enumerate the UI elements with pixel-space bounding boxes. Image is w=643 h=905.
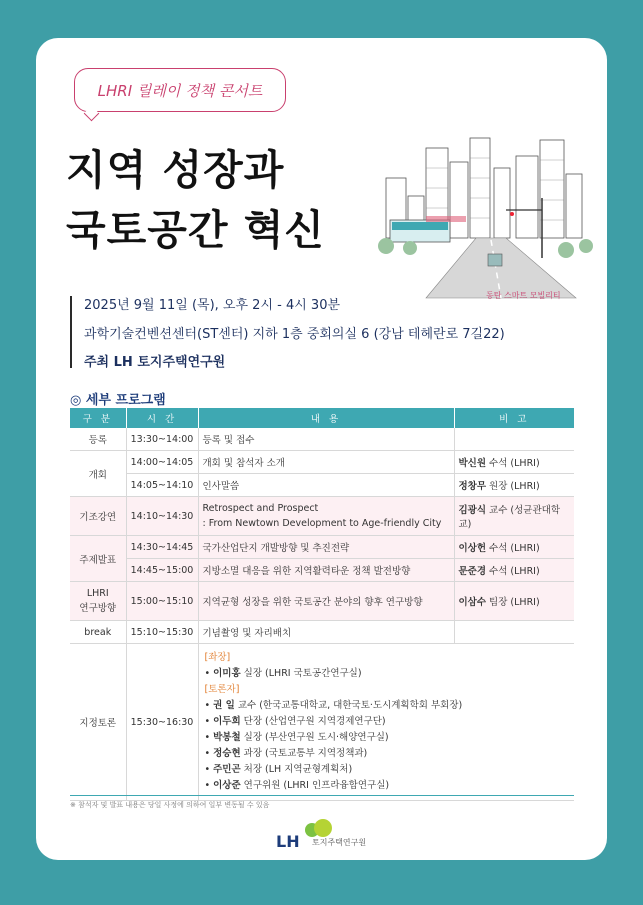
chair-entry: • 이미홍 실장 (LHRI 국토공간연구실) xyxy=(204,668,362,679)
row-note: 이삼수 팀장 (LHRI) xyxy=(454,582,574,621)
row-category: LHRI 연구방향 xyxy=(70,582,126,621)
row-category: 기조강연 xyxy=(70,497,126,536)
event-series-badge: LHRI 릴레이 정책 콘서트 xyxy=(74,68,286,112)
table-row xyxy=(70,428,574,451)
info-accent-bar xyxy=(70,296,72,368)
row-content: 국가산업단지 개발방향 및 추진전략 xyxy=(198,536,454,559)
program-section-title: ◎ 세부 프로그램 xyxy=(70,393,166,408)
row-content: 지방소멸 대응을 위한 지역활력타운 정책 발전방향 xyxy=(198,559,454,582)
row-category: 주제발표 xyxy=(70,536,126,582)
title-line-1: 지역 성장과 xyxy=(66,146,285,194)
panelist-entry: • 정승현 과장 (국토교통부 지역정책과) xyxy=(204,748,368,759)
header-category: 구 분 xyxy=(70,408,126,428)
event-venue: 과학기술컨벤션센터(ST센터) 지하 1층 중회의실 6 (강남 테헤란로 7길22) xyxy=(84,327,505,342)
discussion-panel xyxy=(198,644,574,801)
row-time: 15:10~15:30 xyxy=(126,621,198,644)
row-time: 14:00~14:05 xyxy=(126,451,198,474)
row-note: 김광식 교수 (성균관대학교) xyxy=(454,497,574,536)
row-time: 15:30~16:30 xyxy=(126,644,198,801)
row-content: 개회 및 참석자 소개 xyxy=(198,451,454,474)
logo-lh-text: LH xyxy=(276,832,300,851)
header-time: 시 간 xyxy=(126,408,198,428)
table-row xyxy=(70,474,574,497)
row-time: 14:10~14:30 xyxy=(126,497,198,536)
row-category: break xyxy=(70,621,126,644)
chair-label: [좌장] xyxy=(204,652,231,663)
row-note: 이상헌 수석 (LHRI) xyxy=(454,536,574,559)
table-row xyxy=(70,621,574,644)
header-note: 비 고 xyxy=(454,408,574,428)
row-content: 등록 및 접수 xyxy=(198,428,454,451)
event-date: 2025년 9월 11일 (목), 오후 2시 - 4시 30분 xyxy=(84,298,341,313)
illustration-caption: 동탄 스마트 모빌리티 xyxy=(486,291,561,300)
row-note: 문준경 수석 (LHRI) xyxy=(454,559,574,582)
row-time: 14:30~14:45 xyxy=(126,536,198,559)
table-row xyxy=(70,536,574,559)
panelist-entry: • 주민곤 처장 (LH 지역균형계획처) xyxy=(204,764,353,775)
row-category: 지정토론 xyxy=(70,644,126,801)
row-content: 지역균형 성장을 위한 국토공간 분야의 향후 연구방향 xyxy=(198,582,454,621)
row-content: 인사말씀 xyxy=(198,474,454,497)
panelist-entry: • 박봉철 실장 (부산연구원 도시·해양연구실) xyxy=(204,732,389,743)
table-row xyxy=(70,644,574,801)
row-time: 14:05~14:10 xyxy=(126,474,198,497)
row-time: 14:45~15:00 xyxy=(126,559,198,582)
row-category: 등록 xyxy=(70,428,126,451)
logo-org-name: 토지주택연구원 xyxy=(312,838,367,847)
row-content: 기념촬영 및 자리배치 xyxy=(198,621,454,644)
panelist-entry: • 권 일 교수 (한국교통대학교, 대한국토·도시계획학회 부회장) xyxy=(204,700,463,711)
title-line-2: 국토공간 혁신 xyxy=(66,206,325,254)
table-row xyxy=(70,451,574,474)
panelist-entry: • 이상준 연구위원 (LHRI 인프라융합연구실) xyxy=(204,780,390,791)
panel-label: [토론자] xyxy=(204,684,240,695)
footnote: ※ 참석자 및 발표 내용은 당일 사정에 의하여 일부 변동될 수 있음 xyxy=(70,801,270,809)
row-content: Retrospect and Prospect : From Newtown Development to Age-friendly City xyxy=(198,497,454,536)
header-content: 내 용 xyxy=(198,408,454,428)
row-category: 개회 xyxy=(70,451,126,497)
row-note: 박신원 수석 (LHRI) xyxy=(454,451,574,474)
table-header-row xyxy=(70,408,574,428)
table-bottom-rule xyxy=(70,795,574,796)
program-table xyxy=(70,408,574,801)
city-illustration xyxy=(366,128,602,300)
table-row xyxy=(70,582,574,621)
event-host: 주최 LH 토지주택연구원 xyxy=(84,355,226,370)
row-time: 15:00~15:10 xyxy=(126,582,198,621)
panelist-entry: • 이두희 단장 (산업연구원 지역경제연구단) xyxy=(204,716,386,727)
lh-logo xyxy=(276,818,396,858)
row-note: 정창무 원장 (LHRI) xyxy=(454,474,574,497)
table-row xyxy=(70,559,574,582)
row-note xyxy=(454,428,574,451)
row-note xyxy=(454,621,574,644)
row-time: 13:30~14:00 xyxy=(126,428,198,451)
table-row xyxy=(70,497,574,536)
